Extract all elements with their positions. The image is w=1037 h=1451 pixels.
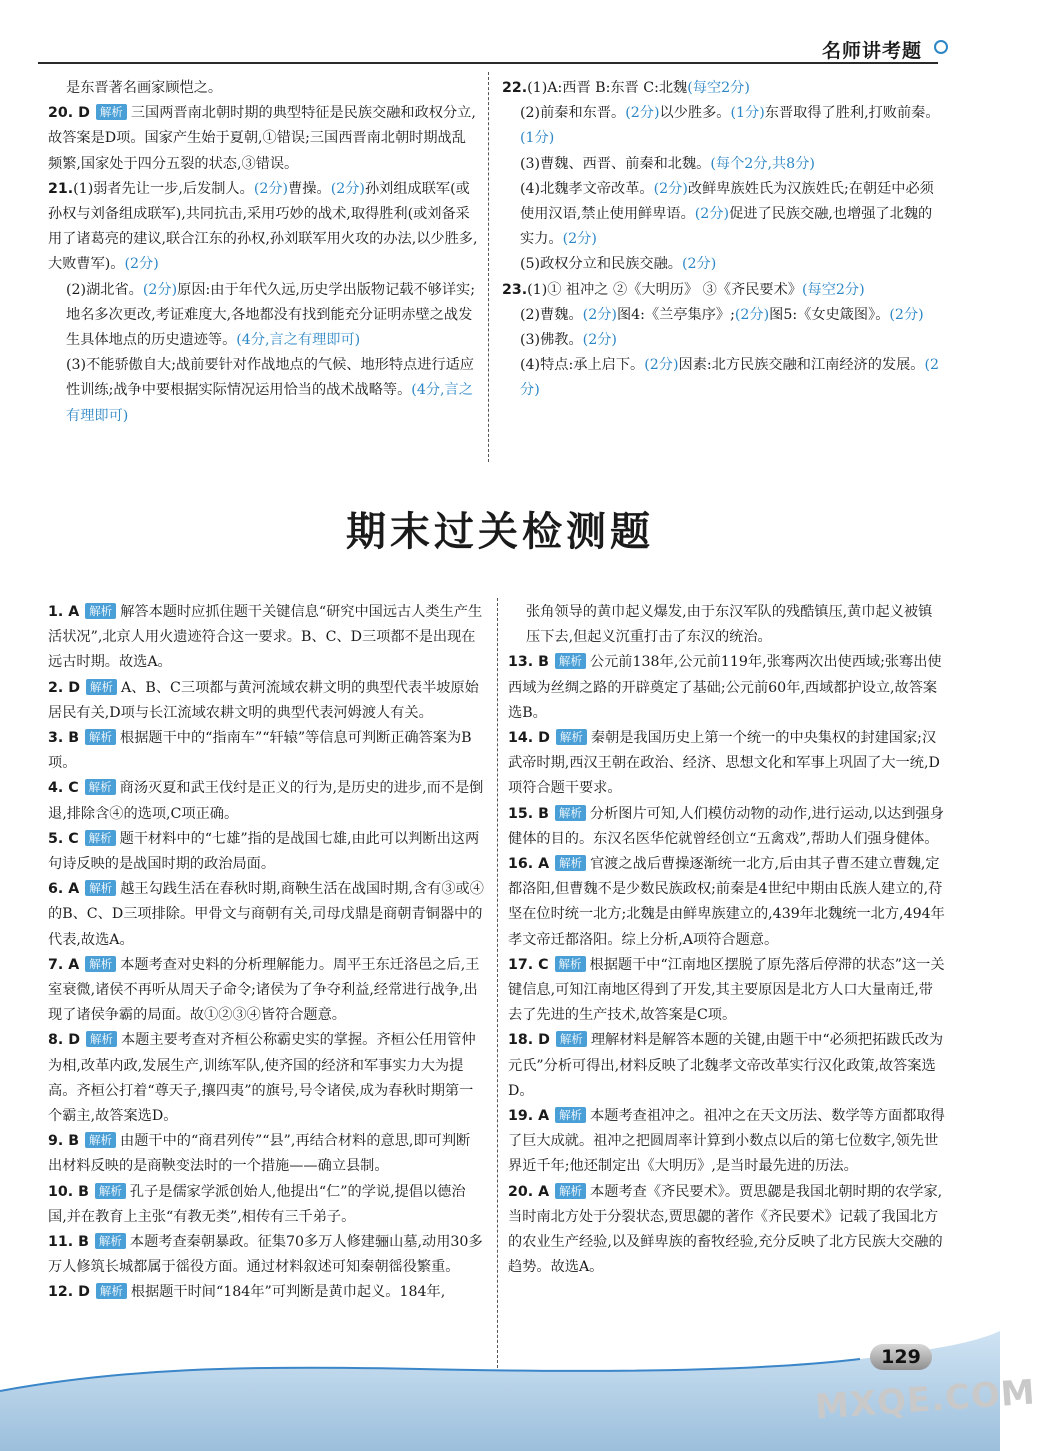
item-text: 由题干中的“商君列传”“县”,再结合材料的意思,即可判断出材料反映的是商鞅变法时的一个措施——确立县制。 <box>48 1133 471 1175</box>
analysis-tag: 解析 <box>95 1233 126 1249</box>
bottom-right-column <box>508 600 946 1280</box>
answer-item <box>508 650 946 726</box>
item-number: 19. <box>508 1108 534 1125</box>
item-number: 20. <box>508 1183 534 1200</box>
answer-item <box>502 152 942 177</box>
analysis-tag: 解析 <box>95 1183 126 1199</box>
item-number: 22. <box>502 80 528 96</box>
item-number: 11. <box>48 1234 74 1251</box>
item-text: 张角领导的黄巾起义爆发,由于东汉军队的残酷镇压,黄巾起义被镇压下去,但起义沉重打击了东汉的统治。 <box>526 604 933 646</box>
analysis-tag: 解析 <box>555 805 586 821</box>
column-divider-top <box>488 72 489 462</box>
top-right-column <box>502 76 942 404</box>
item-text: 本题考查对史料的分析理解能力。周平王东迁洛邑之后,王室衰微,诸侯不再听从周天子命令;诸侯为了争夺利益,经常进行战争,出现了诸侯争霸的局面。故①②③④皆符合题意。 <box>48 956 480 1024</box>
analysis-tag: 解析 <box>556 1031 587 1047</box>
item-text: (2)前秦和东晋。(2分)以少胜多。(1分)东晋取得了胜利,打败前秦。(1分) <box>520 105 940 147</box>
analysis-tag: 解析 <box>86 679 117 695</box>
analysis-tag: 解析 <box>85 1132 116 1148</box>
answer-item <box>48 953 484 1029</box>
item-number: 10. <box>48 1183 74 1200</box>
item-number: 13. <box>508 654 534 671</box>
answer-item <box>502 303 942 328</box>
answer-letter: B <box>63 1133 80 1150</box>
answer-item <box>502 252 942 277</box>
item-text: (4)特点:承上启下。(2分)因素:北方民族交融和江南经济的发展。(2分) <box>520 357 940 399</box>
analysis-tag: 解析 <box>556 729 587 745</box>
answer-item <box>48 353 478 429</box>
answer-item <box>502 101 942 151</box>
item-number: 18. <box>508 1032 534 1049</box>
answer-item <box>502 278 942 303</box>
answer-item <box>508 726 946 802</box>
item-text: 根据题干中的“指南车”“轩辕”等信息可判断正确答案为B项。 <box>48 730 472 772</box>
item-text: 三国两晋南北朝时期的典型特征是民族交融和政权分立,故答案是D项。国家产生始于夏朝,①错误;三国西晋南北朝时期战乱频繁,国家处于四分五裂的状态,③错误。 <box>48 105 476 172</box>
analysis-tag: 解析 <box>85 830 116 846</box>
answer-letter: D <box>73 1284 90 1301</box>
answer-letter: B <box>533 654 549 671</box>
answer-item <box>48 101 478 177</box>
analysis-tag: 解析 <box>555 1107 586 1123</box>
answer-letter: D <box>63 679 80 696</box>
item-text: 根据题干时间“184年”可判断是黄巾起义。184年, <box>130 1284 446 1301</box>
item-text: 商汤灭夏和武王伐纣是正义的行为,是历史的进步,而不是倒退,排除含④的选项,C项正确。 <box>48 780 484 822</box>
answer-letter: B <box>73 1183 89 1200</box>
answer-item <box>502 328 942 353</box>
answer-item <box>48 278 478 354</box>
answer-letter: B <box>73 1234 89 1251</box>
page-number: 129 <box>870 1344 932 1370</box>
answer-letter: A <box>63 604 80 620</box>
analysis-tag: 解析 <box>555 956 586 972</box>
item-number: 14. <box>508 730 534 747</box>
analysis-tag: 解析 <box>96 104 127 120</box>
item-text: 分析图片可知,人们模仿动物的动作,进行运动,以达到强身健体的目的。东汉名医华佗就曾经创立“五禽戏”,帮助人们强身健体。 <box>508 805 944 847</box>
answer-letter: A <box>63 881 80 898</box>
item-text: 孔子是儒家学派创始人,他提出“仁”的学说,提倡以德治国,并在教育上主张“有教无类”,相传有三千弟子。 <box>48 1183 466 1225</box>
answer-letter: D <box>533 730 550 747</box>
header-title: 名师讲考题 <box>821 40 922 62</box>
answer-item <box>48 877 484 953</box>
item-number: 21. <box>48 180 74 197</box>
header-rule <box>38 62 938 64</box>
item-text: (4)北魏孝文帝改革。(2分)改鲜卑族姓氏为汉族姓氏;在朝廷中必须使用汉语,禁止使用鲜卑语。(2分)促进了民族交融,也增强了北魏的实力。(2分) <box>520 180 934 248</box>
item-text: 题干材料中的“七雄”指的是战国七雄,由此可以判断出这两句诗反映的是战国时期的政治局面。 <box>48 830 480 873</box>
answer-item <box>502 177 942 253</box>
item-text: 本题主要考查对齐桓公称霸史实的掌握。齐桓公任用管仲为相,改革内政,发展生产,训练军队,使齐国的经济和军事实力大为提高。齐桓公打着“尊天子,攘四夷”的旗号,号令诸侯,成为春秋时期第一个霸主,故答案选D。 <box>48 1032 476 1125</box>
analysis-tag: 解析 <box>555 653 586 669</box>
answer-item <box>508 802 946 852</box>
item-number: 3. <box>48 730 64 747</box>
item-text: 理解材料是解答本题的关键,由题干中“必须把拓跋氏改为元氏”分析可得出,材料反映了北魏孝文帝改革实行汉化政策,故答案选D。 <box>508 1032 944 1099</box>
answer-item <box>48 1230 484 1280</box>
analysis-tag: 解析 <box>85 603 116 619</box>
item-text: (1)① 祖冲之 ②《大明历》 ③《齐民要术》(每空2分) <box>527 281 865 298</box>
answer-item <box>48 726 484 776</box>
item-number: 17. <box>508 956 534 973</box>
circle-icon <box>934 40 948 54</box>
item-number: 12. <box>48 1284 74 1301</box>
analysis-tag: 解析 <box>86 1031 117 1047</box>
answer-letter: C <box>63 830 79 847</box>
answer-item <box>502 353 942 403</box>
answer-letter: D <box>73 105 90 122</box>
answer-item <box>508 953 946 1029</box>
answer-letter: A <box>533 856 550 873</box>
answer-letter: A <box>533 1183 550 1200</box>
answer-item <box>48 1180 484 1230</box>
item-text: 官渡之战后曹操逐渐统一北方,后由其子曹丕建立曹魏,定都洛阳,但曹魏不是少数民族政权;前秦是4世纪中期由氐族人建立的,苻坚在位时统一北方;北魏是由鲜卑族建立的,439年北魏统一北方,494年孝文帝迁都洛阳。综上分析,A项符合题意。 <box>508 856 945 948</box>
item-number: 23. <box>502 281 528 298</box>
answer-letter: A <box>533 1108 550 1125</box>
bottom-left-column <box>48 600 484 1306</box>
answer-letter: A <box>63 956 80 973</box>
answer-letter: D <box>533 1032 550 1049</box>
analysis-tag: 解析 <box>85 779 116 795</box>
answer-item <box>508 1180 946 1281</box>
answer-item <box>508 1104 946 1180</box>
answer-letter: B <box>63 730 80 747</box>
analysis-tag: 解析 <box>85 880 116 896</box>
answer-item <box>508 852 946 953</box>
answer-item <box>508 600 946 650</box>
analysis-tag: 解析 <box>555 855 586 871</box>
analysis-tag: 解析 <box>85 956 116 972</box>
item-text: (3)不能骄傲自大;战前要针对作战地点的气候、地形特点进行适应性训练;战争中要根据实际情况运用恰当的战术战略等。(4分,言之有理即可) <box>66 357 474 424</box>
answer-item <box>48 1280 484 1305</box>
answer-item <box>48 676 484 726</box>
watermark-logo: MXQE.COM <box>813 1372 1037 1428</box>
item-text: (2)曹魏。(2分)图4:《兰亭集序》;(2分)图5:《女史箴图》。(2分) <box>520 306 924 323</box>
item-text: (5)政权分立和民族交融。(2分) <box>520 256 717 273</box>
top-left-column <box>48 76 478 429</box>
answer-item <box>48 177 478 278</box>
section-title: 期末过关检测题 <box>346 509 654 555</box>
answer-letter: C <box>63 780 79 797</box>
answer-item <box>48 827 484 877</box>
item-text: 是东晋著名画家顾恺之。 <box>66 80 223 96</box>
analysis-tag: 解析 <box>85 729 116 745</box>
item-text: (2)湖北省。(2分)原因:由于年代久远,历史学出版物记载不够详实;地名多次更改,考证难度大,各地都没有找到能充分证明赤壁之战发生具体地点的历史遗迹等。(4分,言之有理即可) <box>66 281 475 349</box>
item-text: 本题考查《齐民要术》。贾思勰是我国北朝时期的农学家,当时南北方处于分裂状态,贾思勰的著作《齐民要术》记载了我国北方的农业生产经验,以及鲜卑族的畜牧经验,充分反映了北方民族大交融的趋势。故选A。 <box>508 1183 943 1276</box>
item-text: (3)佛教。(2分) <box>520 332 617 349</box>
answer-letter: C <box>533 956 549 973</box>
item-text: 秦朝是我国历史上第一个统一的中央集权的封建国家;汉武帝时期,西汉王朝在政治、经济、思想文化和军事上巩固了大一统,D项符合题干要求。 <box>508 730 940 797</box>
item-text: A、B、C三项都与黄河流域农耕文明的典型代表半坡原始居民有关,D项与长江流域农耕文明的典型代表河姆渡人有关。 <box>48 679 479 721</box>
answer-letter: B <box>533 805 549 822</box>
analysis-tag: 解析 <box>555 1183 586 1199</box>
item-number: 20. <box>48 105 74 122</box>
item-number: 15. <box>508 805 534 822</box>
item-number: 7. <box>48 956 64 973</box>
item-text: 本题考查秦朝暴政。征集70多万人修建骊山墓,动用30多万人修筑长城都属于徭役方面。通过材料叙述可知秦朝徭役繁重。 <box>48 1234 483 1276</box>
answer-item <box>48 1129 484 1179</box>
item-number: 16. <box>508 856 534 873</box>
item-text: (1)弱者先让一步,后发制人。(2分)曹操。(2分)孙刘组成联军(或孙权与刘备组成联军),共同抗击,采用巧妙的战术,取得胜利(或刘备采用了诸葛亮的建议,联合江东的孙权,孙刘联军用火攻的办法,以少胜多,大败曹军)。(2分) <box>48 180 478 273</box>
item-number: 2. <box>48 679 64 696</box>
item-text: 根据题干中“江南地区摆脱了原先落后停滞的状态”这一关键信息,可知江南地区得到了开发,其主要原因是北方人口大量南迁,带去了先进的生产技术,故答案是C项。 <box>508 956 945 1024</box>
answer-item <box>508 1028 946 1104</box>
item-number: 9. <box>48 1133 64 1150</box>
item-number: 1. <box>48 604 64 620</box>
answer-item <box>48 600 484 676</box>
item-number: 6. <box>48 881 64 898</box>
item-text: (1)A:西晋 B:东晋 C:北魏(每空2分) <box>527 80 750 96</box>
item-number: 4. <box>48 780 64 797</box>
item-text: (3)曹魏、西晋、前秦和北魏。(每个2分,共8分) <box>520 155 815 172</box>
column-divider-bottom <box>497 598 498 1368</box>
page-header <box>0 0 1000 70</box>
answer-item <box>502 76 942 101</box>
answer-item <box>48 776 484 826</box>
item-text: 公元前138年,公元前119年,张骞两次出使西域;张骞出使西域为丝绸之路的开辟奠定了基础;公元前60年,西域都护设立,故答案选B。 <box>508 654 942 721</box>
item-text: 解答本题时应抓住题干关键信息“研究中国远古人类生产生活状况”,北京人用火遗迹符合这一要求。B、C、D三项都不是出现在远古时期。故选A。 <box>48 604 483 671</box>
item-text: 本题考查祖冲之。祖冲之在天文历法、数学等方面都取得了巨大成就。祖冲之把圆周率计算到小数点以后的第七位数字,领先世界近千年;他还制定出《大明历》,是当时最先进的历法。 <box>508 1108 945 1175</box>
item-number: 5. <box>48 830 64 847</box>
answer-item <box>48 76 478 101</box>
item-text: 越王勾践生活在春秋时期,商鞅生活在战国时期,含有③或④的B、C、D三项排除。甲骨文与商朝有关,司母戊鼎是商朝青铜器中的代表,故选A。 <box>48 881 484 948</box>
analysis-tag: 解析 <box>96 1283 127 1299</box>
answer-letter: D <box>63 1032 80 1049</box>
answer-item <box>48 1028 484 1129</box>
item-number: 8. <box>48 1032 64 1049</box>
